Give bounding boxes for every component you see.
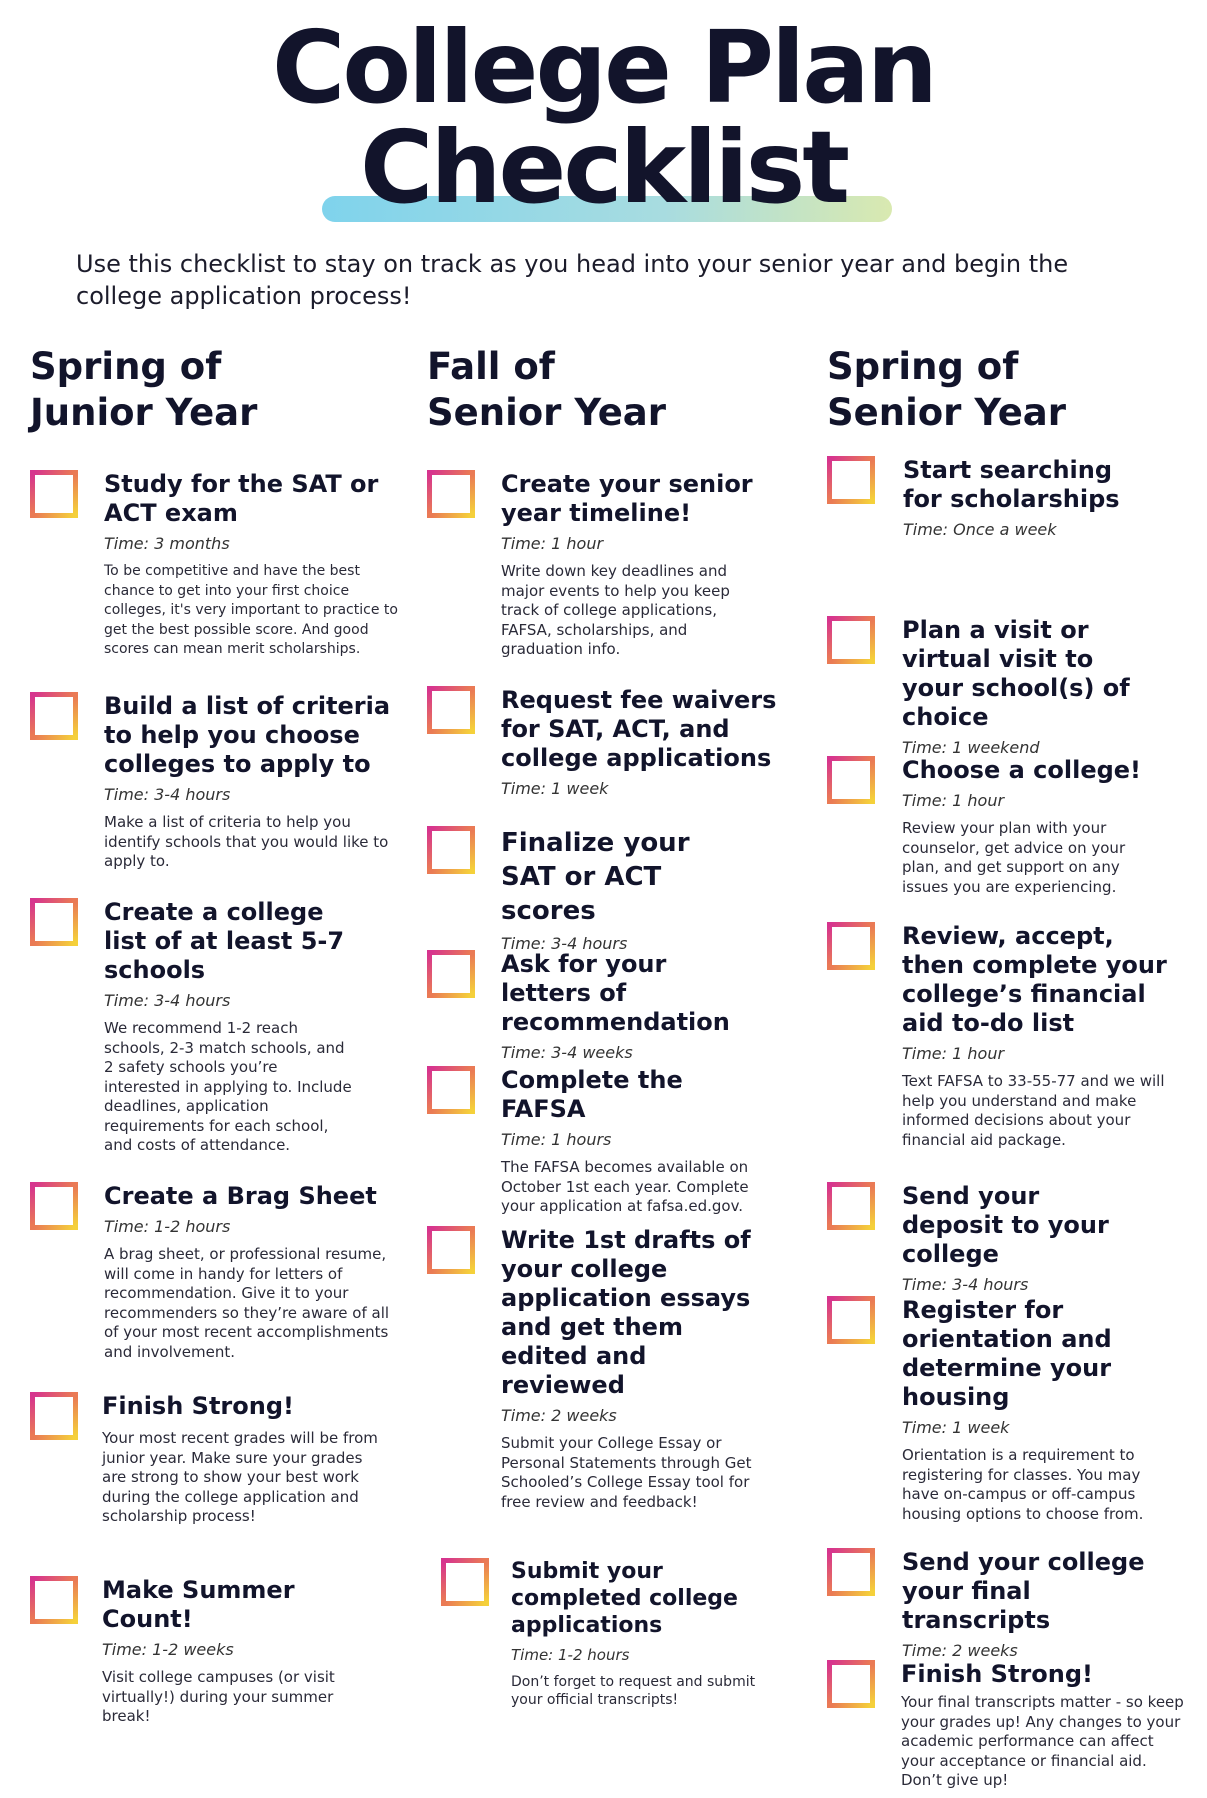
checkbox[interactable] (427, 826, 475, 874)
item-time: Time: 1 hours (501, 1130, 612, 1149)
column-heading-line: Spring of (827, 345, 1019, 388)
checkbox[interactable] (30, 470, 78, 518)
item-description: Review your plan with your counselor, get advice on your plan, and get support on any issues you are experiencing. (902, 819, 1126, 896)
item-time: Time: 3-4 hours (501, 934, 628, 953)
item-time: Time: 1-2 weeks (102, 1640, 234, 1659)
checkbox[interactable] (427, 950, 475, 998)
checkbox[interactable] (30, 1576, 78, 1624)
title-line-2: Checklist (359, 109, 848, 226)
item-title: Create a Brag Sheet (104, 1182, 377, 1210)
checkbox[interactable] (827, 1548, 875, 1596)
item-time: Time: 2 weeks (501, 1406, 617, 1425)
intro-text: Use this checklist to stay on track as you head into your senior year and begin the college application process! (76, 250, 1069, 310)
checkbox[interactable] (827, 616, 875, 664)
checkbox[interactable] (427, 470, 475, 518)
item-title: Request fee waivers for SAT, ACT, and college applications (501, 686, 777, 772)
item-title: Finish Strong! (102, 1392, 294, 1420)
checkbox[interactable] (827, 1660, 875, 1708)
checkbox[interactable] (30, 692, 78, 740)
item-title: Submit your completed college applications (511, 1559, 738, 1638)
checkbox[interactable] (827, 1182, 875, 1230)
checkbox[interactable] (827, 922, 875, 970)
item-title: Write 1st drafts of your college application essays and get them edited and reviewed (501, 1226, 751, 1399)
page-title (0, 9, 1207, 226)
item-description: The FAFSA becomes available on October 1st each year. Complete your application at fafsa.ed.gov. (501, 1158, 749, 1215)
checkbox[interactable] (30, 1182, 78, 1230)
checkbox[interactable] (427, 686, 475, 734)
item-title: Finish Strong! (901, 1660, 1093, 1688)
item-title: Review, accept, then complete your college’s financial aid to-do list (902, 922, 1167, 1037)
item-time: Time: 1-2 hours (511, 1646, 630, 1664)
item-time: Time: Once a week (903, 520, 1057, 539)
item-title: Create your senior year timeline! (501, 470, 753, 527)
item-time: Time: 2 weeks (902, 1641, 1018, 1660)
checkbox[interactable] (827, 1296, 875, 1344)
item-title: Send your college your final transcripts (902, 1548, 1145, 1634)
item-title: Send your deposit to your college (902, 1182, 1109, 1268)
item-time: Time: 1 hour (902, 1044, 1005, 1063)
item-description: Orientation is a requirement to registering for classes. You may have on-campus or off-campus housing options to choose from. (902, 1446, 1144, 1523)
item-time: Time: 1-2 hours (104, 1217, 231, 1236)
item-time: Time: 1 hour (902, 791, 1005, 810)
column-heading-senior-spring (827, 344, 1066, 436)
item-description: A brag sheet, or professional resume, will come in handy for letters of recommendation. Give it to your recommenders so they’re aware of all of your most recent accomplishments and involvement. (104, 1245, 390, 1361)
checkbox[interactable] (427, 1066, 475, 1114)
item-description: Write down key deadlines and major events to help you keep track of college applications, FAFSA, scholarships, and graduation info. (501, 562, 730, 658)
item-time: Time: 1 week (902, 1418, 1010, 1437)
item-title: Study for the SAT or ACT exam (104, 470, 379, 527)
item-title: Create a college list of at least 5-7 schools (104, 898, 345, 984)
item-description: To be competitive and have the best chance to get into your first choice colleges, it's very important to practice to get the best possible score. And good scores can mean merit scholarships. (104, 563, 398, 657)
item-title: Plan a visit or virtual visit to your school(s) of choice (902, 616, 1130, 731)
column-heading-senior-fall (427, 344, 666, 436)
item-title: Build a list of criteria to help you choose colleges to apply to (104, 692, 391, 778)
checkbox[interactable] (441, 1558, 489, 1606)
item-time: Time: 1 weekend (902, 738, 1040, 757)
item-description: Text FAFSA to 33-55-77 and we will help you understand and make informed decisions about your financial aid package. (902, 1072, 1165, 1149)
item-description: Your final transcripts matter - so keep your grades up! Any changes to your academic performance can affect your acceptance or financial aid. Don’t give up! (901, 1693, 1184, 1789)
item-time: Time: 3 months (104, 534, 230, 553)
checkbox[interactable] (427, 1226, 475, 1274)
item-description: We recommend 1-2 reach schools, 2-3 match schools, and 2 safety schools you’re interested in applying to. Include deadlines, application requirements for each school, and costs of attendance. (104, 1019, 352, 1154)
item-title: Complete the FAFSA (501, 1066, 683, 1123)
item-time: Time: 1 week (501, 779, 609, 798)
item-time: Time: 3-4 hours (104, 785, 231, 804)
item-description: Submit your College Essay or Personal Statements through Get Schooled’s College Essay tool for free review and feedback! (501, 1434, 752, 1511)
checkbox[interactable] (30, 898, 78, 946)
item-time: Time: 1 hour (501, 534, 604, 553)
item-title: Ask for your letters of recommendation (501, 950, 730, 1036)
column-heading-line: Senior Year (827, 391, 1067, 434)
column-heading-line: Spring of (30, 345, 222, 388)
column-heading-junior-spring (30, 344, 257, 436)
item-description: Make a list of criteria to help you identify schools that you would like to apply to. (104, 813, 389, 870)
item-description: Your most recent grades will be from junior year. Make sure your grades are strong to show your best work during the college application and scholarship process! (102, 1429, 378, 1525)
item-description: Visit college campuses (or visit virtually!) during your summer break! (102, 1668, 335, 1725)
column-heading-line: Senior Year (427, 391, 667, 434)
item-description: Don’t forget to request and submit your official transcripts! (511, 1674, 756, 1708)
item-title: Finalize your SAT or ACT scores (501, 828, 690, 926)
item-title: Register for orientation and determine your housing (902, 1296, 1112, 1411)
checkbox[interactable] (30, 1392, 78, 1440)
column-heading-line: Junior Year (30, 391, 258, 434)
item-time: Time: 3-4 weeks (501, 1043, 633, 1062)
checkbox[interactable] (827, 456, 875, 504)
item-time: Time: 3-4 hours (902, 1275, 1029, 1294)
column-heading-line: Fall of (427, 345, 555, 388)
item-time: Time: 3-4 hours (104, 991, 231, 1010)
item-title: Choose a college! (902, 756, 1141, 784)
checkbox[interactable] (827, 756, 875, 804)
item-title: Make Summer Count! (102, 1576, 295, 1633)
title-line-1: College Plan (272, 9, 935, 126)
item-title: Start searching for scholarships (903, 456, 1120, 513)
